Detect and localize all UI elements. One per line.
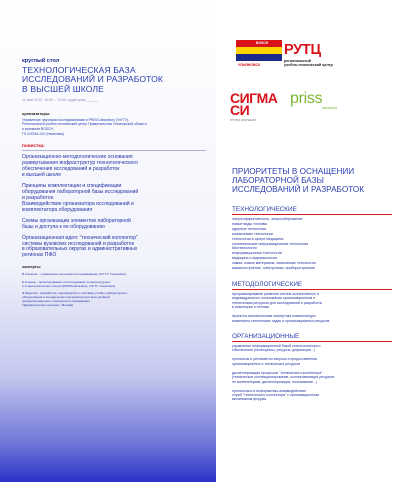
paragraph-line: индивидуального пользования организационным и [232,296,316,301]
priss-logo: priss [290,90,323,107]
organizers-label: организаторы: [22,111,51,117]
category-paragraph [232,371,398,384]
organizer-line: ГК СИГМА-СИ (Ульяновск) [22,131,64,136]
rutc-logo: РУТЦ [284,42,321,58]
agenda-line: в высшей школе [22,171,62,178]
category-paragraph [232,292,398,310]
expert-line: ("Дидактические системы", Москва) [22,303,74,308]
event-title [22,66,210,94]
category-line: технологии в сфере медицины [232,236,284,241]
agenda-line: обеспечения исследований и разработок [22,165,120,172]
agenda-item [22,155,210,179]
paragraph-line: инженерно-технических задач и организационных ресурсов [232,318,330,323]
organizers-list [22,118,210,136]
agenda-line: в образовательных округах и административных [22,246,138,253]
organizer-line: Управление научными исследованиями и PRISS-laboratory (УлГТУ), [22,117,130,122]
category-line: ядерные технологии [232,226,267,231]
paragraph-line: протоколы и регламенты запроса и предоставления [232,357,318,362]
category-title: ОРГАНИЗАЦИОННЫЕ [232,333,300,340]
agenda-line: и разработок. [22,194,55,201]
category-methodological [232,281,398,323]
experts-label: эксперты: [22,265,42,270]
category-line: энергоэффективность, энергосбережение [232,217,303,221]
ulyanovsk-label: УЛЬЯНОВСК [238,63,261,67]
agenda-item [22,236,210,260]
sigma-caption: ГРУППА КОМПАНИЙ [230,119,256,122]
agenda-line: Принципы комплектации и спецификации [22,182,122,189]
category-title: ТЕХНОЛОГИЧЕСКИЕ [232,206,297,213]
expert-item [22,291,210,307]
agenda-line: Организационная идея: "технический коллектор" [22,234,138,241]
expert-line: Е.Сорков – проектирование и исследование соціокультурных [22,279,111,284]
agenda-line: Организационно-методологические основания [22,154,133,161]
sigma-si-logo [230,92,277,116]
rutc-subtitle-line: региональный [284,59,311,63]
event-title-line: ТЕХНОЛОГИЧЕСКАЯ БАЗА [22,65,136,75]
paragraph-line: программирование развития систем коллективного и [232,291,319,296]
sigma-logo-line: СИ [230,102,250,118]
paragraph-line: диспетчеризация процессов "технического коллектора" [232,370,323,375]
event-title-line: ИССЛЕДОВАНИЙ И РАЗРАБОТОК [22,74,164,85]
expert-line: В.Сахаров – управление научными исследованиями (УлГТУ, Ульяновск) [22,272,126,277]
category-paragraph [232,389,398,402]
sigma-logo-line: СИГМА [230,90,278,106]
agenda-item [22,184,210,214]
category-line: машиностроение, электроника, приборостроение [232,266,315,271]
agenda-line: системы вузовских исследований и разработок [22,240,134,247]
expert-line: оборудования и методических материалов для всех уровней [22,295,110,300]
agenda-line: комплектатора оборудования [22,206,93,213]
priorities-title-line: ЛАБОРАТОРНОЙ БАЗЫ [232,176,324,185]
bosch-label: BOSCH [256,41,269,45]
event-kicker: круглый стол [22,58,60,64]
agenda-divider [22,150,206,151]
priss-subtitle: laboratory [322,106,338,110]
expert-line: профессионального технического образования [22,299,90,304]
flag-band-yellow [236,47,282,54]
paragraph-line: механизмом форума [232,397,266,402]
rutc-subtitle [284,59,333,67]
category-divider [232,214,392,215]
category-line: информационные технологии [232,251,282,256]
category-divider [232,289,392,290]
priorities-title-line: ПРИОРИТЕТЫ В ОСНАЩЕНИИ [232,167,355,176]
organizer-line: Региональный учебно-технический центр Правительства Ульяновской области [22,122,147,127]
category-paragraph [232,314,398,323]
agenda-line: развертывания инфраструктур технологического [22,160,138,166]
category-technological [232,206,398,271]
paragraph-line: по компетенциям, диспетчеризация, пользование...) [232,379,318,384]
category-line: биотехнологии [232,246,257,251]
paragraph-line: проектно-аналитическая экспертиза номенклатуры [232,314,316,319]
paragraph-line: в инженерии и технике [232,305,270,310]
agenda-line: Схемы организации элементов лабораторной [22,217,131,224]
rutc-subtitle-line: учебно-технический центр [284,63,333,68]
category-line: химия, новые материалы, химические технологии [232,261,316,266]
category-divider [232,341,392,342]
paragraph-line: техническим ресурсом для исследований и разработок [232,300,322,305]
paragraph-line: обеспечения (потенциалы, ресурсы, дефиниции...) [232,348,315,353]
expert-item [22,272,210,276]
category-line: стратегические информационные технологии [232,241,309,246]
category-line: медицина и фармакология [232,256,277,261]
paragraph-line: (техническое коллекционирование, коллективизация ресурсов [232,375,335,380]
category-line: космические технологии [232,231,273,236]
agenda-line: Взаимодействие организатора исследований и [22,200,134,207]
event-date: 11 мая 2012, 10:00 – 13:00, аудитория ______ [22,98,99,103]
agenda-line: оборудования лабораторной базы исследований [22,188,139,195]
organizer-line: и компании BOSCH, [22,126,54,131]
expert-line: и социотехнических систем (PRISS-laboratory, УлГТУ, Ульяновск) [22,283,116,288]
agenda-line: регионах ПФО [22,252,57,259]
paragraph-line: протокольно и информатико-взаимодействие [232,388,307,393]
category-organizational [232,333,398,402]
expert-line: Ф.Федотов - разработка, производство и поставка учебно-лабораторного [22,291,128,296]
event-info-column [22,58,210,310]
category-title: МЕТОДОЛОГИЧЕСКИЕ [232,280,303,288]
priorities-title-line: ИССЛЕДОВАНИЙ И РАЗРАБОТОК [232,185,364,194]
partner-logos [226,40,396,135]
agenda-item [22,219,210,231]
priorities-title [232,167,398,194]
category-line: новые виды топлива [232,221,267,226]
category-paragraph [232,357,398,366]
priorities-column [232,167,398,412]
event-title-line: В ВЫСШЕЙ ШКОЛЕ [22,83,104,94]
agenda-label: повестка: [22,144,46,150]
flag-band-blue [236,54,282,61]
category-paragraph [232,344,398,353]
expert-item [22,280,210,288]
paragraph-line: управление информационной базой технологического [232,344,321,348]
agenda-line: базы и доступа к ее оборудованию [22,223,105,230]
paragraph-line: организационных и технических ресурсов [232,361,301,366]
paragraph-line: служб "технического коллектора" с организационным [232,393,319,398]
